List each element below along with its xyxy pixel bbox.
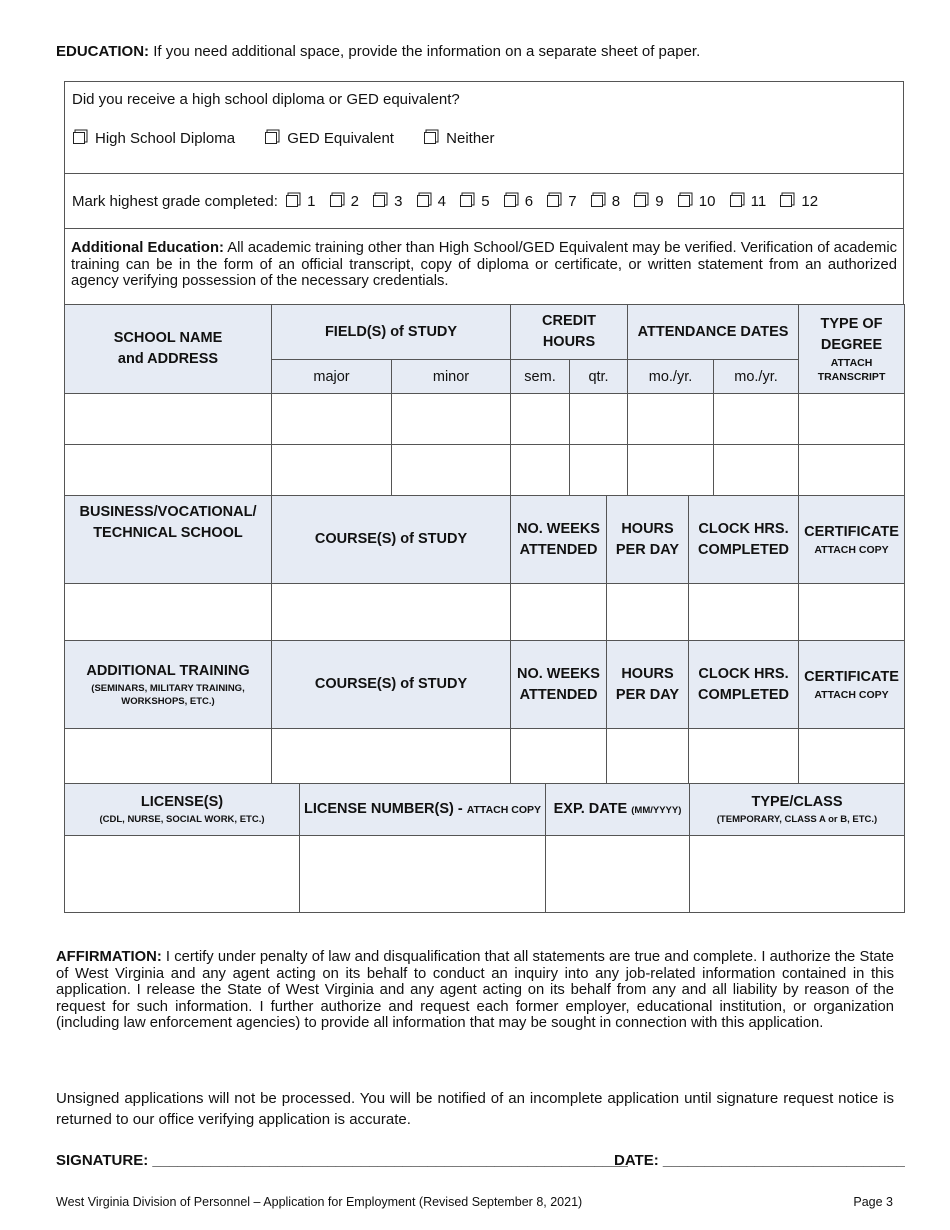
input-cell[interactable] (799, 394, 905, 445)
checkbox-icon[interactable] (547, 195, 559, 207)
input-cell[interactable] (392, 394, 511, 445)
signature-label: SIGNATURE: (56, 1152, 153, 1169)
input-cell[interactable] (799, 445, 905, 496)
header-minor: minor (392, 360, 511, 394)
input-cell[interactable] (607, 584, 689, 641)
signature-line[interactable]: _________________________________________________________ (152, 1152, 628, 1169)
grade-option-7[interactable]: 7 (547, 193, 576, 210)
diploma-section (64, 81, 904, 174)
affirmation-text: AFFIRMATION: I certify under penalty of law and disqualification that all statements are true and complete. I authorize the State of West Virginia and any agent acting on its behalf to conduct an inquiry into any job-related information contained in this application. I release the State of West Virginia and any agent acting on its behalf from any and all liability by reason of the request for such information. I further authorize and request each former employer, educational institution, or organization (including law enforcement agencies) to provide all information that may be sought in connection with this application. (56, 949, 894, 1031)
date-label: DATE: (614, 1152, 663, 1169)
table-row (65, 394, 905, 445)
grade-option-2[interactable]: 2 (330, 193, 359, 210)
header-type-class: TYPE/CLASS (TEMPORARY, CLASS A or B, ETC.) (690, 784, 905, 836)
grade-section (64, 173, 904, 229)
grade-option-12[interactable]: 12 (780, 193, 818, 210)
header-credit-hours: CREDIT HOURS (511, 305, 628, 360)
input-cell[interactable] (628, 394, 714, 445)
table-row (65, 729, 905, 784)
header-additional-training: ADDITIONAL TRAINING (SEMINARS, MILITARY TRAINING, WORKSHOPS, ETC.) (65, 641, 272, 729)
input-cell[interactable] (272, 445, 392, 496)
input-cell[interactable] (570, 394, 628, 445)
education-label: EDUCATION: (56, 43, 150, 60)
grade-option-6[interactable]: 6 (504, 193, 533, 210)
input-cell[interactable] (714, 445, 799, 496)
header-type-of-degree: TYPE OF DEGREE ATTACH TRANSCRIPT (799, 305, 905, 394)
input-cell[interactable] (689, 584, 799, 641)
input-cell[interactable] (392, 445, 511, 496)
input-cell[interactable] (690, 836, 905, 913)
checkbox-icon[interactable] (73, 132, 85, 144)
input-cell[interactable] (65, 394, 272, 445)
grade-option-10[interactable]: 10 (678, 193, 716, 210)
training-table (64, 640, 905, 784)
header-certificate: CERTIFICATE ATTACH COPY (799, 641, 905, 729)
input-cell[interactable] (799, 729, 905, 784)
input-cell[interactable] (272, 584, 511, 641)
input-cell[interactable] (511, 445, 570, 496)
header-school-name: SCHOOL NAME and ADDRESS (65, 305, 272, 394)
header-vocational-school: BUSINESS/VOCATIONAL/ TECHNICAL SCHOOL (65, 496, 272, 584)
checkbox-icon[interactable] (634, 195, 646, 207)
header-fields-of-study: FIELD(S) of STUDY (272, 305, 511, 360)
grade-option-3[interactable]: 3 (373, 193, 402, 210)
header-sem: sem. (511, 360, 570, 394)
header-qtr: qtr. (570, 360, 628, 394)
grade-option-1[interactable]: 1 (286, 193, 315, 210)
header-weeks-attended: NO. WEEKS ATTENDED (511, 641, 607, 729)
header-mo-yr-to: mo./yr. (714, 360, 799, 394)
grade-label: Mark highest grade completed: (72, 193, 278, 210)
option-neither[interactable]: Neither (424, 130, 494, 147)
option-ged-equivalent[interactable]: GED Equivalent (265, 130, 394, 147)
input-cell[interactable] (511, 394, 570, 445)
input-cell[interactable] (272, 394, 392, 445)
header-licenses: LICENSE(S) (CDL, NURSE, SOCIAL WORK, ETC.) (65, 784, 300, 836)
checkbox-icon[interactable] (730, 195, 742, 207)
input-cell[interactable] (628, 445, 714, 496)
grade-row (72, 193, 818, 210)
checkbox-icon[interactable] (591, 195, 603, 207)
additional-education-label: Additional Education: (71, 240, 224, 256)
input-cell[interactable] (714, 394, 799, 445)
input-cell[interactable] (65, 729, 272, 784)
checkbox-icon[interactable] (780, 195, 792, 207)
table-row (65, 445, 905, 496)
header-clock-hours: CLOCK HRS. COMPLETED (689, 641, 799, 729)
header-course-of-study: COURSE(S) of STUDY (272, 641, 511, 729)
checkbox-icon[interactable] (678, 195, 690, 207)
date-line[interactable]: _____________________________ (662, 1152, 905, 1169)
option-high-school-diploma[interactable]: High School Diploma (73, 130, 235, 147)
header-attendance-dates: ATTENDANCE DATES (628, 305, 799, 360)
input-cell[interactable] (272, 729, 511, 784)
header-mo-yr-from: mo./yr. (628, 360, 714, 394)
input-cell[interactable] (65, 836, 300, 913)
grade-option-5[interactable]: 5 (460, 193, 489, 210)
input-cell[interactable] (799, 584, 905, 641)
checkbox-icon[interactable] (504, 195, 516, 207)
table-row (65, 584, 905, 641)
grade-option-4[interactable]: 4 (417, 193, 446, 210)
input-cell[interactable] (607, 729, 689, 784)
header-weeks-attended: NO. WEEKS ATTENDED (511, 496, 607, 584)
header-exp-date: EXP. DATE (MM/YYYY) (546, 784, 690, 836)
checkbox-icon[interactable] (424, 132, 436, 144)
input-cell[interactable] (689, 729, 799, 784)
input-cell[interactable] (300, 836, 546, 913)
input-cell[interactable] (511, 584, 607, 641)
page-number: Page 3 (853, 1195, 893, 1209)
input-cell[interactable] (65, 445, 272, 496)
checkbox-icon[interactable] (286, 195, 298, 207)
input-cell[interactable] (511, 729, 607, 784)
additional-education-section (64, 228, 904, 305)
education-text: If you need additional space, provide the information on a separate sheet of paper. (149, 43, 701, 60)
school-table (64, 304, 905, 496)
education-header (56, 43, 700, 60)
input-cell[interactable] (65, 584, 272, 641)
header-license-number: LICENSE NUMBER(S) - ATTACH COPY (300, 784, 546, 836)
checkbox-icon[interactable] (373, 195, 385, 207)
vocational-table (64, 495, 905, 641)
input-cell[interactable] (546, 836, 690, 913)
input-cell[interactable] (570, 445, 628, 496)
grade-option-11[interactable]: 11 (730, 193, 767, 210)
diploma-options (73, 130, 521, 147)
diploma-question: Did you receive a high school diploma or GED equivalent? (72, 91, 460, 108)
grade-option-8[interactable]: 8 (591, 193, 620, 210)
checkbox-icon[interactable] (330, 195, 342, 207)
license-table (64, 783, 905, 913)
header-hours-per-day: HOURS PER DAY (607, 496, 689, 584)
affirmation-label: AFFIRMATION: (56, 949, 162, 965)
table-row (65, 836, 905, 913)
checkbox-icon[interactable] (460, 195, 472, 207)
header-hours-per-day: HOURS PER DAY (607, 641, 689, 729)
header-certificate: CERTIFICATE ATTACH COPY (799, 496, 905, 584)
header-major: major (272, 360, 392, 394)
header-clock-hours: CLOCK HRS. COMPLETED (689, 496, 799, 584)
additional-education-text: Additional Education: All academic training other than High School/GED Equivalent may be verified. Verification of academic training can be in the form of an official transcript, copy of diploma or certificate, or written statement from an authorized agency verifying possession of the necessary credentials. (71, 240, 898, 289)
unsigned-notice: Unsigned applications will not be processed. You will be notified of an incomplete application until signature request notice is returned to our office verifying application is accurate. (56, 1090, 894, 1128)
checkbox-icon[interactable] (417, 195, 429, 207)
grade-option-9[interactable]: 9 (634, 193, 663, 210)
signature-row (56, 1152, 628, 1169)
date-row (614, 1152, 905, 1169)
checkbox-icon[interactable] (265, 132, 277, 144)
header-course-of-study: COURSE(S) of STUDY (272, 496, 511, 584)
footer-text: West Virginia Division of Personnel – Application for Employment (Revised September 8, 2021) (56, 1195, 583, 1209)
